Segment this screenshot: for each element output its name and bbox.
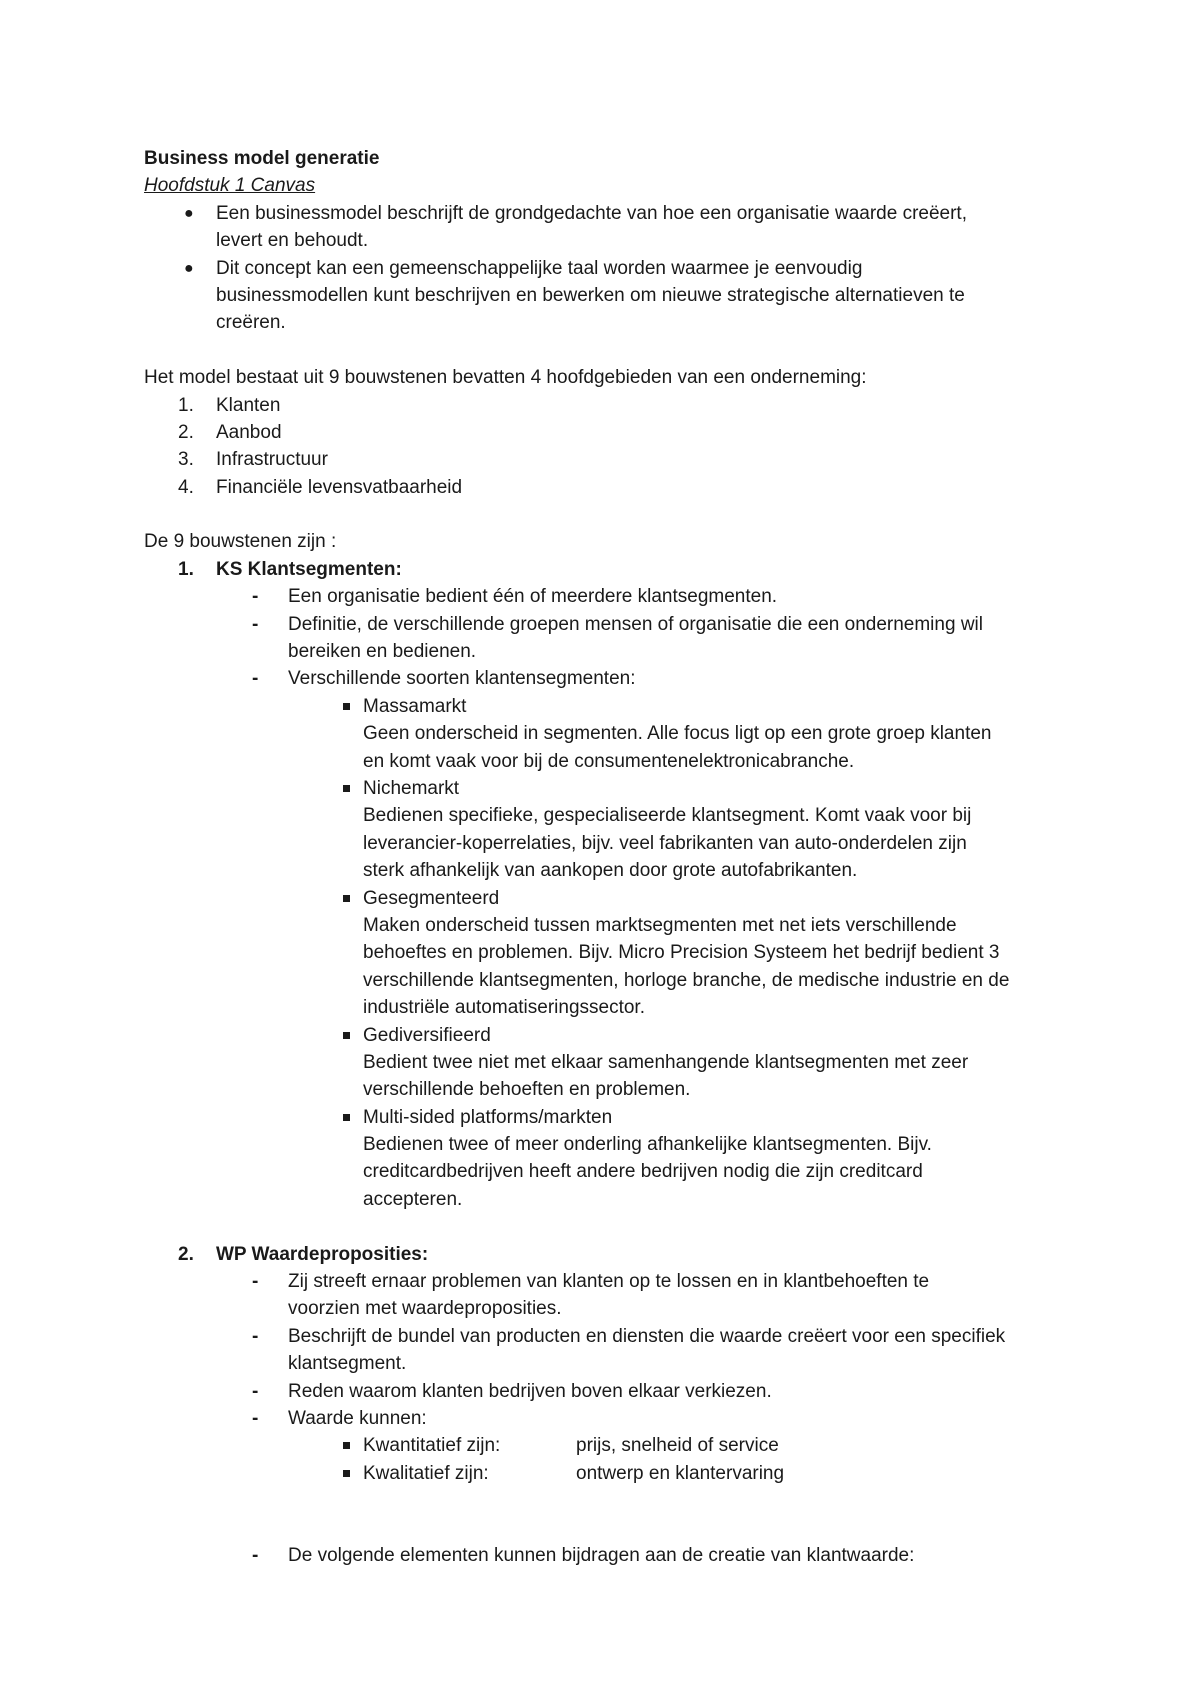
dash-continuation: voorzien met waardeproposities. xyxy=(288,1298,562,1320)
section-heading-waardeproposities: 2. WP Waardeproposities: xyxy=(178,1243,429,1265)
dash-item: - Een organisatie bedient één of meerdere klantsegmenten. xyxy=(144,583,1064,610)
section-heading-klantsegmenten: 1. KS Klantsegmenten: xyxy=(178,558,402,580)
square-bullet-icon xyxy=(343,1442,350,1449)
square-bullet-icon xyxy=(343,1032,350,1039)
segment-desc: behoeftes en problemen. Bijv. Micro Precision Systeem het bedrijf bedient 3 xyxy=(363,942,1000,964)
segment-desc: industriële automatiseringssector. xyxy=(363,997,645,1019)
dash-marker: - xyxy=(252,1325,259,1347)
segment-desc: en komt vaak voor bij de consumentenelektronicabranche. xyxy=(363,750,855,772)
dash-marker: - xyxy=(252,668,259,690)
segment-desc: Maken onderscheid tussen marktsegmenten met net iets verschillende xyxy=(363,914,957,936)
segment-desc: verschillende klantsegmenten, horloge branche, de medische industrie en de xyxy=(363,969,1010,991)
dash-continuation: klantsegment. xyxy=(288,1353,407,1375)
dash-item: - Reden waarom klanten bedrijven boven elkaar verkiezen. xyxy=(144,1378,1064,1405)
dash-marker: - xyxy=(252,1407,259,1429)
square-bullet-icon xyxy=(343,895,350,902)
segment-desc: verschillende behoeften en problemen. xyxy=(363,1079,691,1101)
intro-bullet: ● Een businessmodel beschrijft de grondgedachte van hoe een organisatie waarde creëert, xyxy=(144,200,1064,227)
square-bullet-icon xyxy=(343,1470,350,1477)
dash-item: - Zij streeft ernaar problemen van klanten op te lossen en in klantbehoeften te xyxy=(144,1268,1064,1295)
segment-item: Nichemarkt xyxy=(144,775,1064,802)
document-title: Business model generatie xyxy=(144,148,380,169)
segment-desc: accepteren. xyxy=(363,1188,463,1210)
square-bullet-icon xyxy=(343,1114,350,1121)
intro-bullet-continuation: levert en behoudt. xyxy=(216,230,369,252)
area-item: 3. Infrastructuur xyxy=(178,449,328,471)
segment-desc: Bedient twee niet met elkaar samenhangende klantsegmenten met zeer xyxy=(363,1051,969,1073)
dash-item: - Definitie, de verschillende groepen mensen of organisatie die een onderneming wil xyxy=(144,611,1064,638)
dash-marker: - xyxy=(252,1380,259,1402)
segment-desc: Bedienen twee of meer onderling afhankelijke klantsegmenten. Bijv. xyxy=(363,1134,932,1156)
bullet-marker: ● xyxy=(184,259,194,277)
dash-item: - Beschrijft de bundel van producten en diensten die waarde creëert voor een specifiek xyxy=(144,1323,1064,1350)
blocks-intro: De 9 bouwstenen zijn : xyxy=(144,531,337,553)
model-intro: Het model bestaat uit 9 bouwstenen bevatten 4 hoofdgebieden van een onderneming: xyxy=(144,367,867,389)
segment-desc: leverancier-koperrelaties, bijv. veel fabrikanten van auto-onderdelen zijn xyxy=(363,832,967,854)
square-bullet-icon xyxy=(343,785,350,792)
document-page xyxy=(144,145,1064,1569)
area-item: 1. Klanten xyxy=(178,394,281,416)
segment-desc: creditcardbedrijven heeft andere bedrijven nodig die zijn creditcard xyxy=(363,1161,923,1183)
dash-marker: - xyxy=(252,586,259,608)
segment-item: Multi-sided platforms/markten xyxy=(144,1104,1064,1131)
intro-bullet-continuation: businessmodellen kunt beschrijven en bewerken om nieuwe strategische alternatieven te xyxy=(216,284,965,306)
dash-marker: - xyxy=(252,1544,259,1566)
dash-marker: - xyxy=(252,1271,259,1293)
bullet-marker: ● xyxy=(184,204,194,222)
dash-item: - Waarde kunnen: xyxy=(144,1405,1064,1432)
segment-desc: sterk afhankelijk van aankopen door grote autofabrikanten. xyxy=(363,860,858,882)
square-bullet-icon xyxy=(343,703,350,710)
dash-item: - De volgende elementen kunnen bijdragen aan de creatie van klantwaarde: xyxy=(144,1542,1064,1569)
area-item: 4. Financiële levensvatbaarheid xyxy=(178,476,463,498)
area-item: 2. Aanbod xyxy=(178,421,282,443)
value-type-item: Kwalitatief zijn: ontwerp en klantervaring xyxy=(144,1460,1064,1487)
value-type-item: Kwantitatief zijn: prijs, snelheid of service xyxy=(144,1432,1064,1459)
dash-marker: - xyxy=(252,613,259,635)
intro-bullet: ● Dit concept kan een gemeenschappelijke taal worden waarmee je eenvoudig xyxy=(144,255,1064,282)
segment-desc: Geen onderscheid in segmenten. Alle focus ligt op een grote groep klanten xyxy=(363,723,992,745)
intro-bullet-continuation: creëren. xyxy=(216,312,286,334)
chapter-subtitle: Hoofdstuk 1 Canvas xyxy=(144,175,316,197)
segment-desc: Bedienen specifieke, gespecialiseerde klantsegment. Komt vaak voor bij xyxy=(363,805,972,827)
dash-item: - Verschillende soorten klantensegmenten: xyxy=(144,665,1064,692)
segment-item: Massamarkt xyxy=(144,693,1064,720)
segment-item: Gesegmenteerd xyxy=(144,885,1064,912)
dash-continuation: bereiken en bedienen. xyxy=(288,641,477,663)
segment-item: Gediversifieerd xyxy=(144,1022,1064,1049)
